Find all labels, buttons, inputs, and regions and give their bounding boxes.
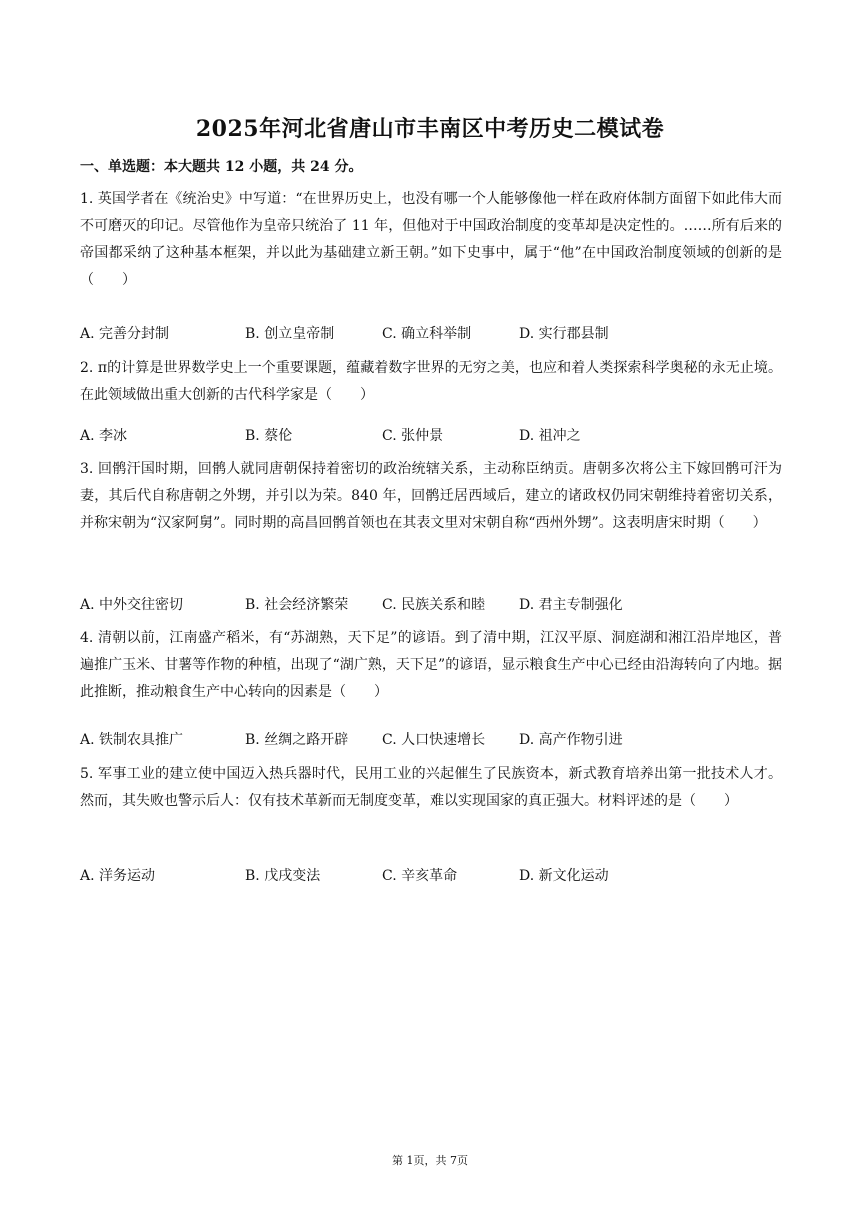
question-1-option-d: D. 实行郡县制	[519, 326, 609, 342]
question-2-options	[80, 423, 782, 450]
question-4-options	[80, 727, 782, 754]
question-2-stem: 2. π的计算是世界数学史上一个重要课题，蕴藏着数字世界的无穷之美，也应和着人类探索科学奥秘的永无止境。在此领域做出重大创新的古代科学家是（ ）	[80, 360, 782, 403]
question-4-option-d: D. 高产作物引进	[519, 732, 623, 748]
question-1-option-b: B. 创立皇帝制	[245, 326, 335, 342]
question-5-options	[80, 863, 782, 890]
question-4-option-b: B. 丝绸之路开辟	[245, 732, 349, 748]
question-3-option-a: A. 中外交往密切	[80, 597, 184, 613]
document-title: 2025年河北省唐山市丰南区中考历史二模试卷	[195, 116, 665, 142]
question-3-option-b: B. 社会经济繁荣	[245, 597, 349, 613]
question-1-stem: 1. 英国学者在《统治史》中写道：“在世界历史上，也没有哪一个人能够像他一样在政府体制方面留下如此伟大而不可磨灭的印记。尽管他作为皇帝只统治了 11 年，但他对于中国政治制度的变革却是决定性的。……所有后来的帝国都采纳了这种基本框架，并以此为基础建立新王朝。”如下史事中，属于“他”在中国政治制度领域的创新的是（ ）	[80, 191, 782, 288]
question-2-option-b: B. 蔡伦	[245, 428, 293, 444]
question-2-option-a: A. 李冰	[80, 428, 128, 444]
question-3-stem: 3. 回鹘汗国时期，回鹘人就同唐朝保持着密切的政治统辖关系，主动称臣纳贡。唐朝多次将公主下嫁回鹘可汗为妻，其后代自称唐朝之外甥，并引以为荣。840 年，回鹘迁居西域后，建立的诸政权仍同宋朝维持着密切关系，并称宋朝为“汉家阿舅”。同时期的高昌回鹘首领也在其表文里对宋朝自称“西州外甥”。这表明唐宋时期（ ）	[80, 461, 782, 531]
section-heading: 一、单选题：本大题共 12 小题，共 24 分。	[80, 159, 363, 175]
question-5-option-a: A. 洋务运动	[80, 868, 156, 884]
question-5-stem: 5. 军事工业的建立使中国迈入热兵器时代，民用工业的兴起催生了民族资本，新式教育培养出第一批技术人才。然而，其失败也警示后人：仅有技术革新而无制度变革，难以实现国家的真正强大。材料评述的是（ ）	[80, 766, 782, 809]
page-footer: 第 1页，共 7页	[392, 1154, 468, 1167]
question-4-option-a: A. 铁制农具推广	[80, 732, 184, 748]
question-5-option-c: C. 辛亥革命	[382, 868, 458, 884]
question-2-option-c: C. 张仲景	[382, 428, 444, 444]
question-4-option-c: C. 人口快速增长	[382, 732, 486, 748]
question-5-option-d: D. 新文化运动	[519, 868, 609, 884]
question-3-option-d: D. 君主专制强化	[519, 597, 623, 613]
question-1-option-a: A. 完善分封制	[80, 326, 170, 342]
question-1-options	[80, 321, 782, 348]
question-1-option-c: C. 确立科举制	[382, 326, 472, 342]
question-3-option-c: C. 民族关系和睦	[382, 597, 486, 613]
question-5-option-b: B. 戊戌变法	[245, 868, 321, 884]
question-2-option-d: D. 祖冲之	[519, 428, 581, 444]
question-3-options	[80, 592, 782, 619]
question-4-stem: 4. 清朝以前，江南盛产稻米，有“苏湖熟，天下足”的谚语。到了清中期，江汉平原、洞庭湖和湘江沿岸地区，普遍推广玉米、甘薯等作物的种植，出现了“湖广熟，天下足”的谚语，显示粮食生产中心已经由沿海转向了内地。据此推断，推动粮食生产中心转向的因素是（ ）	[80, 630, 782, 700]
